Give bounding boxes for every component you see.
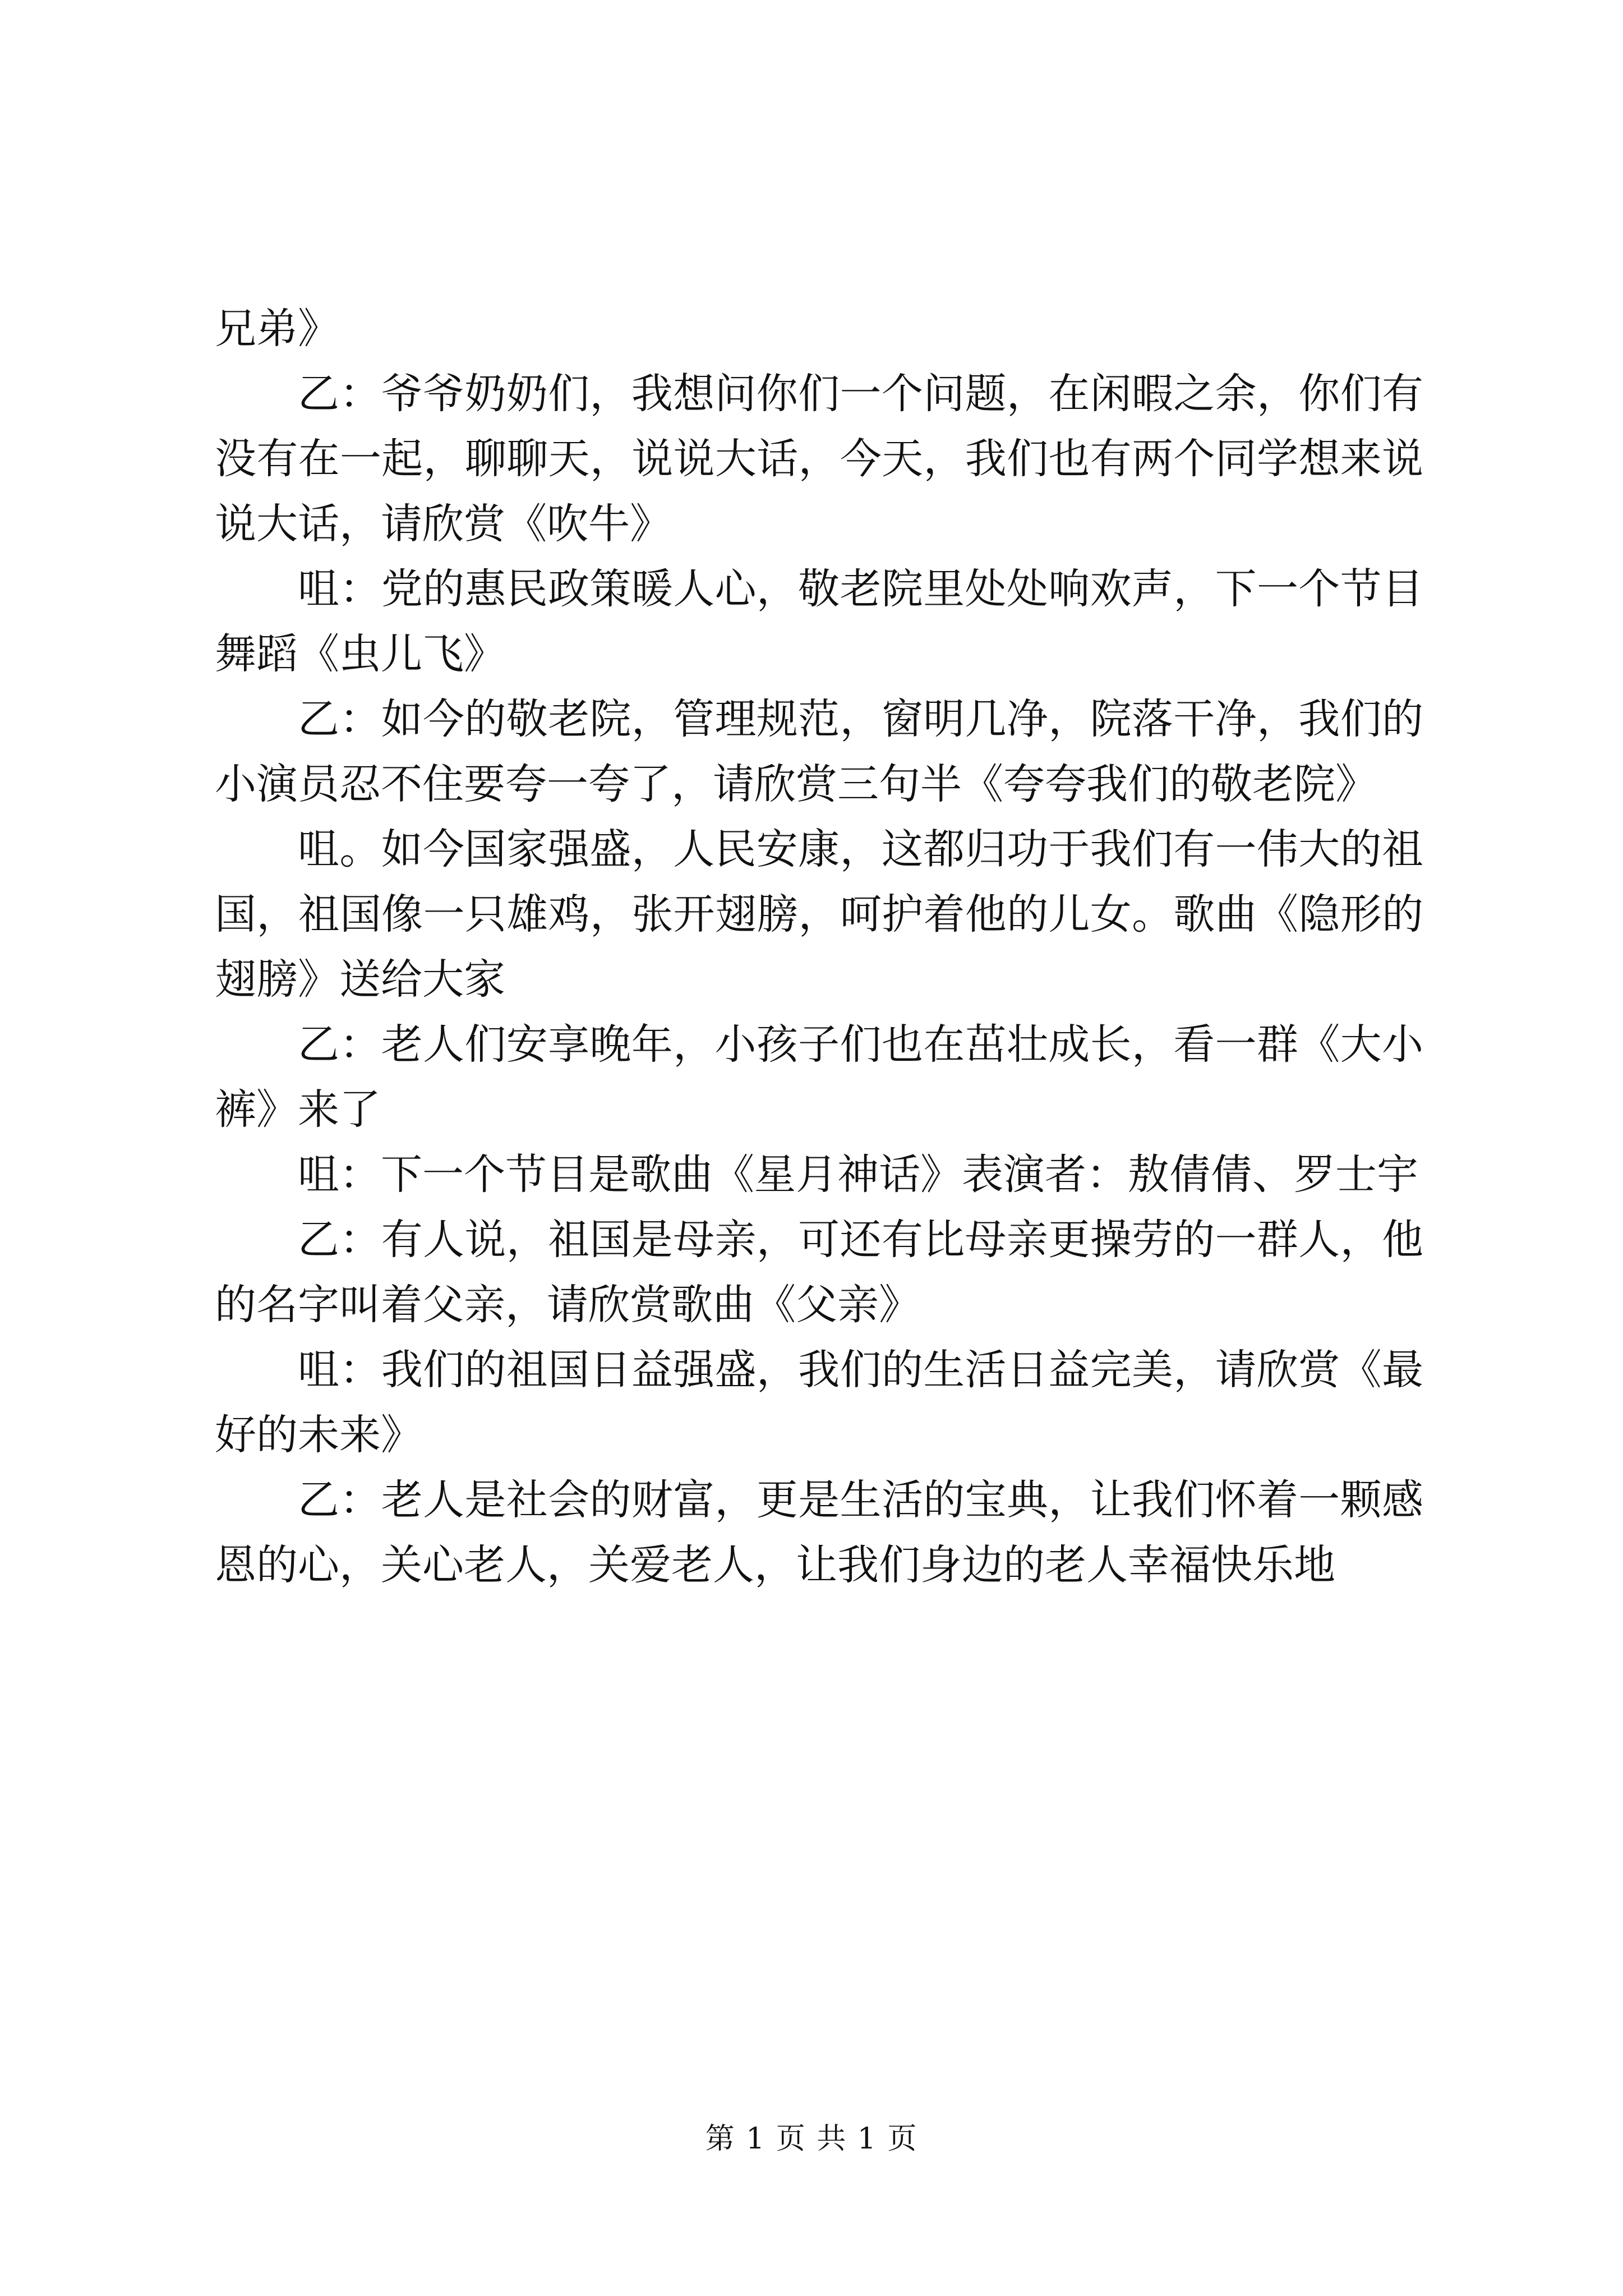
paragraph-10: 乙：老人是社会的财富，更是生活的宝典，让我们怀着一颗感恩的心，关心老人，关爱老人，让我们身边的老人幸福快乐地 bbox=[215, 1476, 1423, 1589]
paragraph-3: 咀：党的惠民政策暖人心，敬老院里处处响欢声，下一个节目舞蹈《虫儿飞》 bbox=[215, 565, 1423, 678]
paragraph-9: 咀：我们的祖国日益强盛，我们的生活日益完美，请欣赏《最好的未来》 bbox=[215, 1346, 1423, 1459]
paragraph-1: 兄弟》 bbox=[215, 305, 339, 353]
paragraph-2: 乙：爷爷奶奶们，我想问你们一个问题，在闲暇之余，你们有没有在一起，聊聊天，说说大话，今天，我们也有两个同学想来说说大话，请欣赏《吹牛》 bbox=[215, 370, 1423, 548]
paragraph-8: 乙：有人说，祖国是母亲，可还有比母亲更操劳的一群人，他的名字叫着父亲，请欣赏歌曲《父亲》 bbox=[215, 1216, 1423, 1329]
document-body bbox=[215, 296, 1423, 1598]
page-footer: 第 1 页 共 1 页 bbox=[705, 2122, 918, 2156]
paragraph-5: 咀。如今国家强盛，人民安康，这都归功于我们有一伟大的祖国，祖国像一只雄鸡，张开翅膀，呵护着他的儿女。歌曲《隐形的翅膀》送给大家 bbox=[215, 825, 1423, 1004]
paragraph-6: 乙：老人们安享晚年，小孩子们也在茁壮成长，看一群《大小裤》来了 bbox=[215, 1020, 1423, 1134]
paragraph-4: 乙：如今的敬老院，管理规范，窗明几净，院落干净，我们的小演员忍不住要夸一夸了，请欣赏三句半《夸夸我们的敬老院》 bbox=[215, 695, 1423, 808]
paragraph-7: 咀：下一个节目是歌曲《星月神话》表演者：敖倩倩、罗士宇 bbox=[298, 1151, 1418, 1199]
